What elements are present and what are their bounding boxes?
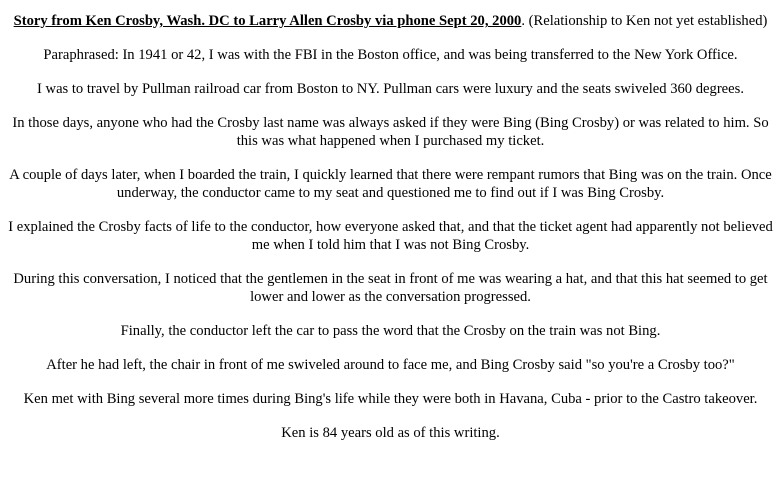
paragraph-age: Ken is 84 years old as of this writing. — [281, 425, 500, 441]
paragraph-explanation: I explained the Crosby facts of life to the conductor, how everyone asked that, and that the ticket agent had apparently not believed me when I told him that I was not Bing Crosby. — [8, 219, 773, 253]
document-heading — [6, 12, 775, 30]
paragraph-hat: During this conversation, I noticed that the gentlemen in the seat in front of me was wearing a hat, and that this hat seemed to get lower and lower as the conversation progressed. — [13, 271, 768, 305]
document-body — [0, 12, 781, 458]
paragraph-conductor-left: Finally, the conductor left the car to pass the word that the Crosby on the train was not Bing. — [120, 323, 661, 339]
title-note: . (Relationship to Ken not yet established) — [521, 13, 768, 29]
paragraph-havana: Ken met with Bing several more times during Bing's life while they were both in Havana, Cuba - prior to the Castro takeover. — [23, 391, 758, 407]
paragraph-paraphrased: Paraphrased: In 1941 or 42, I was with the FBI in the Boston office, and was being transferred to the New York Office. — [43, 47, 738, 63]
paragraph-pullman: I was to travel by Pullman railroad car from Boston to NY. Pullman cars were luxury and the seats swiveled 360 degrees. — [37, 81, 744, 97]
paragraph-swivel: After he had left, the chair in front of me swiveled around to face me, and Bing Crosby said "so you're a Crosby too?" — [46, 357, 735, 373]
paragraph-rumors: A couple of days later, when I boarded the train, I quickly learned that there were rempant rumors that Bing was on the train. Once underway, the conductor came to my seat and questioned me to find out if I was Bing Crosby. — [9, 167, 772, 201]
paragraph-crosby-name: In those days, anyone who had the Crosby last name was always asked if they were Bing (Bing Crosby) or was related to him. So this was what happened when I purchased my ticket. — [12, 115, 769, 149]
story-title: Story from Ken Crosby, Wash. DC to Larry Allen Crosby via phone Sept 20, 2000 — [13, 13, 522, 29]
